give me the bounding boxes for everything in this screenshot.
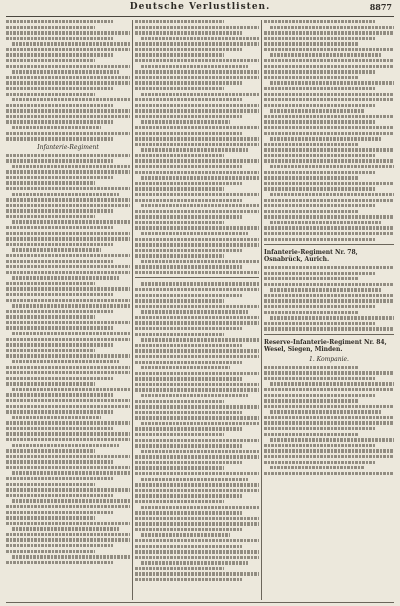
entry-line <box>141 120 230 123</box>
entry-line <box>264 226 394 229</box>
entry-line <box>6 265 130 268</box>
entry-line <box>135 556 259 559</box>
entry-line <box>6 561 113 564</box>
entry-line <box>135 126 259 129</box>
section-rule <box>264 244 394 245</box>
entry-line <box>135 265 242 268</box>
entry-line <box>264 371 394 374</box>
entry-line <box>135 182 242 185</box>
columns <box>6 20 394 600</box>
entry-line <box>6 366 130 369</box>
entry-line <box>135 98 242 101</box>
entry-line <box>141 394 248 397</box>
entry-line <box>12 527 119 530</box>
entry-line <box>141 93 259 96</box>
entry-line <box>135 154 224 157</box>
entry-line <box>135 70 259 73</box>
entry-line <box>135 411 242 414</box>
entry-line <box>135 137 259 140</box>
entry-line <box>270 410 382 413</box>
entry-line <box>6 343 113 346</box>
entry-line <box>135 377 242 380</box>
entry-line <box>6 488 130 491</box>
entry-line <box>135 433 224 436</box>
entry-line <box>135 383 259 386</box>
entry-line <box>135 349 259 352</box>
entry-line <box>6 76 130 79</box>
entry-line <box>6 377 113 380</box>
entry-line <box>264 388 394 391</box>
entry-line <box>6 181 95 184</box>
entry-line <box>135 109 259 112</box>
entry-line <box>135 517 259 520</box>
entry-line <box>135 405 259 408</box>
entry-line <box>6 326 113 329</box>
entry-line <box>141 310 248 313</box>
entry-line <box>264 48 394 51</box>
entry-line <box>6 243 113 246</box>
subsection-heading: 1. Kompanie. <box>309 355 349 363</box>
entry-line <box>135 305 259 308</box>
entry-line <box>135 472 259 475</box>
entry-line <box>6 260 113 263</box>
entry-line <box>6 159 113 162</box>
entry-line <box>6 104 113 107</box>
entry-line <box>264 104 376 107</box>
entry-line <box>135 87 224 90</box>
page-header <box>0 2 400 16</box>
header-rule <box>6 16 394 17</box>
entry-line <box>270 109 364 112</box>
entry-line <box>6 237 130 240</box>
entry-line <box>6 87 113 90</box>
entry-line <box>6 93 95 96</box>
entry-line <box>264 327 394 330</box>
entry-line <box>6 432 130 435</box>
entry-line <box>135 439 259 442</box>
running-title: Deutsche Verlustlisten. <box>129 2 271 12</box>
entry-line <box>6 137 113 140</box>
entry-line <box>6 438 130 441</box>
entry-line <box>6 533 130 536</box>
entry-line <box>264 182 394 185</box>
entry-line <box>135 572 259 575</box>
entry-line <box>12 193 119 196</box>
entry-line <box>6 421 130 424</box>
entry-line <box>264 399 358 402</box>
entry-line <box>135 388 259 391</box>
entry-line <box>264 70 376 73</box>
section-rule <box>135 277 259 278</box>
entry-line <box>6 371 130 374</box>
entry-line <box>270 137 382 140</box>
column-right <box>264 20 394 600</box>
entry-line <box>6 511 113 514</box>
entry-line <box>264 93 394 96</box>
entry-line <box>135 42 259 45</box>
entry-line <box>135 321 259 324</box>
entry-line <box>135 254 224 257</box>
entry-line <box>135 400 224 403</box>
entry-line <box>264 416 394 419</box>
entry-line <box>12 276 119 279</box>
entry-line <box>6 544 113 547</box>
entry-line <box>6 299 130 302</box>
entry-line <box>6 449 95 452</box>
entry-line <box>270 438 394 441</box>
entry-line <box>270 288 382 291</box>
entry-line <box>264 176 358 179</box>
entry-line <box>264 322 376 325</box>
entry-line <box>12 444 119 447</box>
entry-line <box>264 405 394 408</box>
entry-line <box>141 282 259 285</box>
entry-line <box>135 81 242 84</box>
entry-line <box>135 489 259 492</box>
entry-line <box>135 372 259 375</box>
entry-line <box>270 466 364 469</box>
entry-line <box>135 461 242 464</box>
entry-line <box>135 466 224 469</box>
entry-line <box>6 209 113 212</box>
entry-line <box>135 215 242 218</box>
entry-line <box>264 444 376 447</box>
entry-line <box>135 143 259 146</box>
entry-line <box>135 567 224 570</box>
entry-line <box>135 159 259 162</box>
entry-line <box>6 198 130 201</box>
entry-line <box>6 65 130 68</box>
entry-line <box>264 115 394 118</box>
entry-line <box>6 460 113 463</box>
entry-line <box>264 394 376 397</box>
entry-line <box>6 455 130 458</box>
entry-line <box>264 31 394 34</box>
entry-line <box>264 427 376 430</box>
entry-line <box>6 26 95 29</box>
entry-line <box>135 210 259 213</box>
entry-line <box>6 215 95 218</box>
entry-line <box>264 87 376 90</box>
entry-line <box>6 349 95 352</box>
entry-line <box>135 249 242 252</box>
section-heading: Reserve-Infanterie-Regiment Nr. 84, Wesel, Siegen, Minden. <box>264 338 387 353</box>
entry-line <box>135 104 259 107</box>
entry-line <box>135 226 259 229</box>
entry-line <box>141 366 230 369</box>
entry-line <box>12 98 130 101</box>
entry-line <box>264 215 394 218</box>
entry-line <box>264 132 394 135</box>
entry-line <box>135 327 242 330</box>
entry-line <box>135 48 242 51</box>
entry-line <box>12 304 130 307</box>
entry-line <box>135 539 259 542</box>
entry-line <box>141 176 259 179</box>
entry-line <box>12 126 101 129</box>
entry-line <box>141 148 248 151</box>
entry-line <box>270 165 394 168</box>
entry-line <box>135 171 259 174</box>
entry-line <box>6 120 113 123</box>
entry-line <box>135 316 259 319</box>
entry-line <box>6 59 95 62</box>
entry-line <box>135 53 224 56</box>
entry-line <box>6 393 113 396</box>
entry-line <box>135 294 242 297</box>
entry-line <box>264 199 394 202</box>
entry-line <box>6 204 130 207</box>
entry-line <box>264 159 394 162</box>
entry-line <box>6 516 95 519</box>
entry-line <box>6 494 113 497</box>
entry-line <box>12 388 130 391</box>
entry-line <box>135 427 242 430</box>
entry-line <box>135 528 242 531</box>
entry-line <box>135 444 242 447</box>
entry-line <box>264 311 358 314</box>
entry-line <box>141 260 259 263</box>
entry-line <box>264 266 394 269</box>
entry-line <box>264 148 394 151</box>
entry-line <box>6 293 113 296</box>
entry-line <box>135 522 259 525</box>
entry-line <box>264 294 394 297</box>
entry-line <box>135 271 259 274</box>
entry-line <box>6 37 113 40</box>
entry-line <box>12 499 130 502</box>
entry-line <box>264 120 376 123</box>
entry-line <box>6 522 130 525</box>
entry-line <box>135 59 259 62</box>
entry-line <box>264 37 376 40</box>
entry-line <box>12 555 130 558</box>
entry-line <box>12 248 101 251</box>
entry-line <box>135 26 259 29</box>
entry-line <box>264 126 394 129</box>
entry-line <box>6 315 95 318</box>
entry-line <box>135 20 224 23</box>
entry-line <box>135 299 224 302</box>
entry-line <box>264 299 394 302</box>
footer-rule <box>6 602 394 603</box>
entry-line <box>6 271 130 274</box>
entry-line <box>270 193 394 196</box>
text-block <box>264 366 394 475</box>
entry-line <box>264 98 394 101</box>
entry-line <box>264 59 394 62</box>
entry-line <box>12 471 130 474</box>
entry-line <box>135 500 224 503</box>
entry-line <box>12 165 130 168</box>
entry-line <box>264 283 394 286</box>
entry-line <box>135 221 224 224</box>
entry-line <box>135 199 242 202</box>
entry-line <box>135 494 242 497</box>
entry-line <box>264 143 358 146</box>
entry-line <box>141 450 259 453</box>
entry-line <box>141 232 248 235</box>
entry-line <box>6 187 130 190</box>
entry-line <box>6 338 130 341</box>
entry-line <box>6 232 130 235</box>
entry-line <box>12 332 130 335</box>
entry-line <box>6 321 130 324</box>
entry-line <box>135 545 242 548</box>
entry-line <box>6 354 130 357</box>
entry-line <box>135 483 259 486</box>
entry-line <box>12 416 101 419</box>
entry-line <box>141 561 248 564</box>
entry-line <box>141 65 248 68</box>
entry-line <box>6 483 95 486</box>
text-block <box>264 266 394 331</box>
entry-line <box>12 70 119 73</box>
entry-line <box>6 505 130 508</box>
entry-line <box>6 282 95 285</box>
entry-line <box>135 115 242 118</box>
entry-line <box>135 187 224 190</box>
entry-line <box>141 422 259 425</box>
entry-line <box>6 115 130 118</box>
text-block <box>6 154 130 565</box>
entry-line <box>135 288 259 291</box>
text-block <box>135 282 259 581</box>
entry-line <box>270 221 382 224</box>
section-rule <box>264 334 394 335</box>
entry-line <box>264 377 376 380</box>
entry-line <box>135 76 259 79</box>
entry-line <box>264 20 376 23</box>
entry-line <box>270 316 394 319</box>
entry-line <box>135 132 242 135</box>
entry-line <box>141 478 248 481</box>
entry-line <box>264 42 358 45</box>
entry-line <box>270 81 394 84</box>
entry-line <box>264 366 358 369</box>
entry-line <box>264 305 376 308</box>
entry-line <box>6 48 130 51</box>
entry-line <box>135 511 242 514</box>
entry-line <box>270 382 394 385</box>
column-left <box>6 20 130 600</box>
entry-line <box>135 243 259 246</box>
entry-line <box>141 533 230 536</box>
entry-line <box>264 232 394 235</box>
entry-line <box>141 204 259 207</box>
entry-line <box>264 210 358 213</box>
entry-line <box>141 338 259 341</box>
entry-line <box>6 399 130 402</box>
text-block <box>264 20 394 241</box>
entry-line <box>264 238 376 241</box>
entry-line <box>6 427 113 430</box>
entry-line <box>141 506 259 509</box>
section-heading: Infanterie-Regiment <box>37 143 99 151</box>
entry-line <box>135 31 242 34</box>
entry-line <box>135 578 242 581</box>
entry-line <box>264 421 394 424</box>
entry-line <box>135 361 242 364</box>
entry-line <box>270 26 394 29</box>
text-block <box>135 20 259 274</box>
entry-line <box>264 204 376 207</box>
section-heading: Infanterie-Regiment Nr. 78, Osnabrück, Aurich. <box>264 248 358 263</box>
entry-line <box>135 355 259 358</box>
entry-line <box>6 410 113 413</box>
entry-line <box>135 455 259 458</box>
entry-line <box>6 53 113 56</box>
entry-line <box>6 176 113 179</box>
entry-line <box>135 416 259 419</box>
entry-line <box>6 109 130 112</box>
entry-line <box>135 344 242 347</box>
entry-line <box>264 65 394 68</box>
entry-line <box>6 154 130 157</box>
entry-line <box>264 76 358 79</box>
entry-line <box>12 42 130 45</box>
entry-line <box>135 193 259 196</box>
entry-line <box>141 37 259 40</box>
entry-line <box>264 433 358 436</box>
entry-line <box>6 477 113 480</box>
entry-line <box>264 187 376 190</box>
entry-line <box>6 538 130 541</box>
entry-line <box>6 20 113 23</box>
text-block <box>6 20 130 141</box>
entry-line <box>6 382 95 385</box>
entry-line <box>264 449 394 452</box>
entry-line <box>264 455 394 458</box>
column-middle <box>135 20 259 600</box>
entry-line <box>135 165 242 168</box>
entry-line <box>264 277 358 280</box>
entry-line <box>6 287 130 290</box>
entry-line <box>6 550 95 553</box>
entry-line <box>6 310 113 313</box>
column-separator <box>261 20 262 600</box>
entry-line <box>264 171 376 174</box>
entry-line <box>264 461 376 464</box>
entry-line <box>6 132 130 135</box>
entry-line <box>6 81 130 84</box>
entry-line <box>135 550 259 553</box>
page-number: 8877 <box>369 2 392 12</box>
entry-line <box>6 226 113 229</box>
entry-line <box>135 238 259 241</box>
entry-line <box>6 31 130 34</box>
column-separator <box>132 20 133 600</box>
entry-line <box>264 272 376 275</box>
entry-line <box>264 472 394 475</box>
entry-line <box>12 360 119 363</box>
entry-line <box>6 466 130 469</box>
entry-line <box>270 53 382 56</box>
entry-line <box>6 254 130 257</box>
entry-line <box>6 170 130 173</box>
entry-line <box>135 333 224 336</box>
entry-line <box>12 220 130 223</box>
entry-line <box>6 405 130 408</box>
entry-line <box>264 154 376 157</box>
